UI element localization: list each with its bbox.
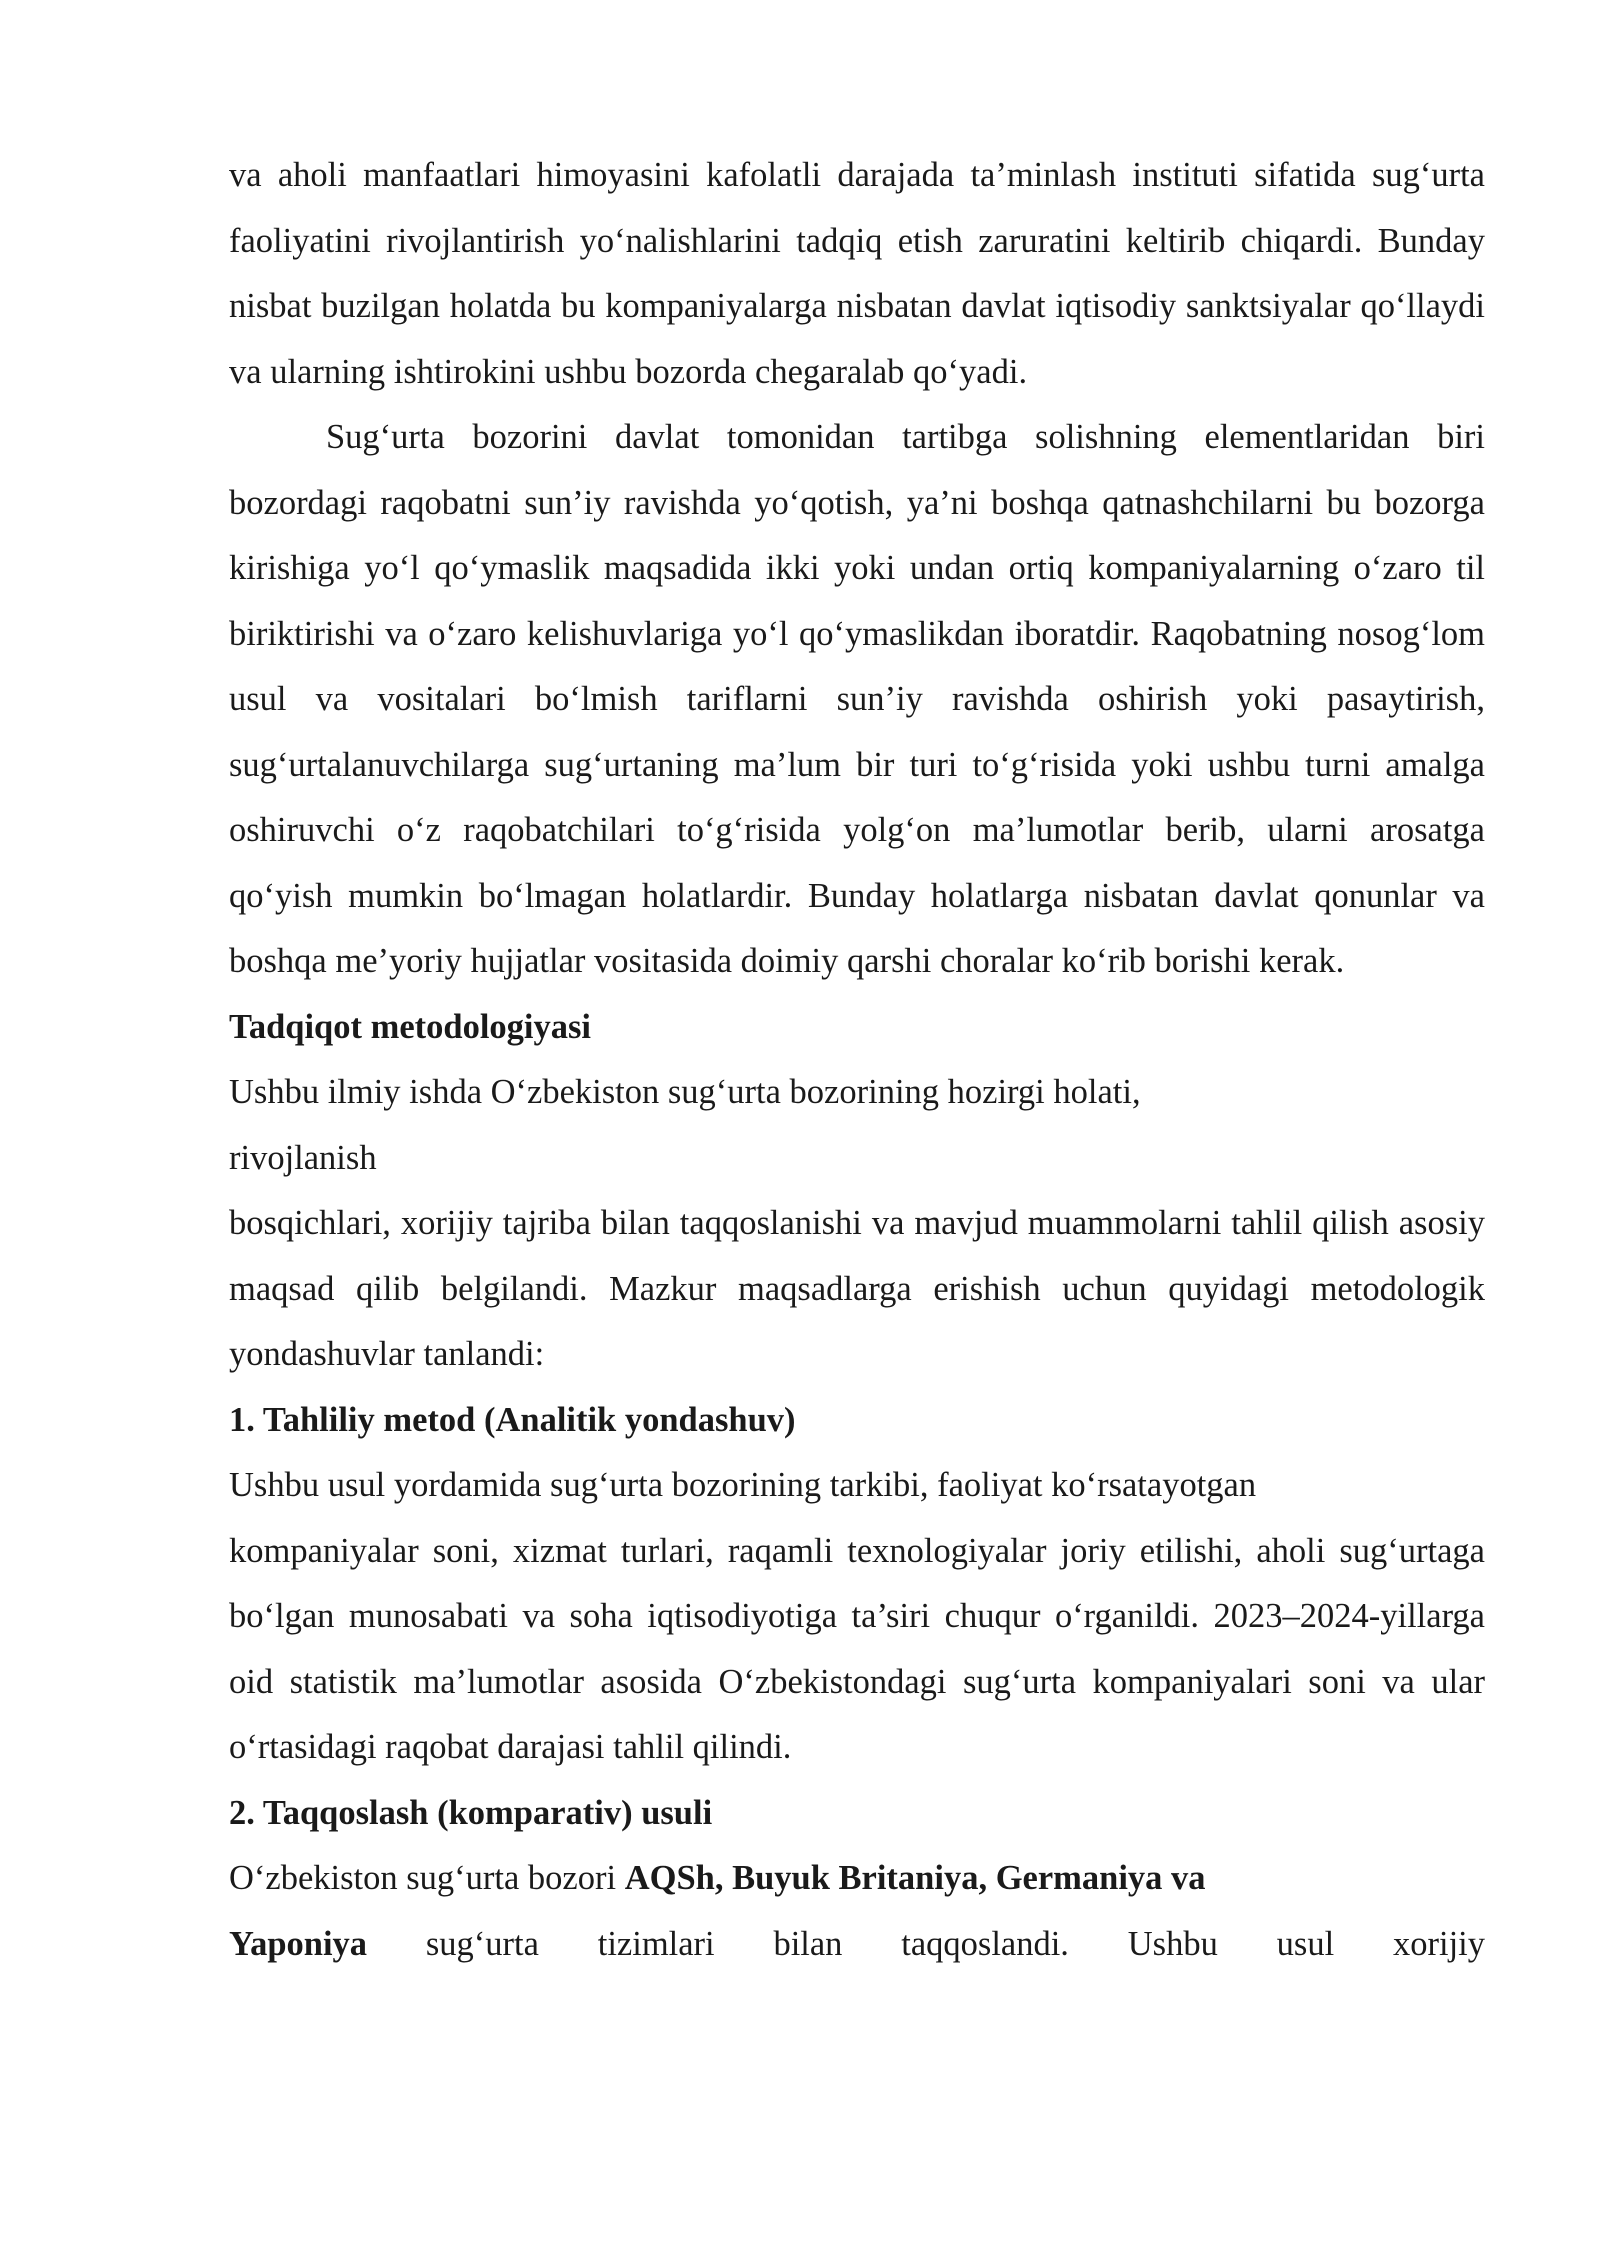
section-heading: Tadqiqot metodologiyasi <box>229 1007 592 1046</box>
text-run: O‘zbekiston sug‘urta bozori <box>229 1859 625 1897</box>
paragraph: va aholi manfaatlari himoyasini kafolatli darajada ta’minlash instituti sifatida sug‘urta faoliyatini rivojlantirish yo‘nalishlarini tadqiq etish zaruratini keltirib chiqardi. Bunday nisbat buzilgan holatda bu kompaniyalarga nisbatan davlat iqtisodiy sanktsiyalar qo‘llaydi va ularning ishtirokini ushbu bozorda chegaralab qo‘yadi. <box>229 156 1485 391</box>
bold-text-run: Yaponiya <box>229 1924 368 1963</box>
section-heading: 2. Taqqoslash (komparativ) usuli <box>229 1793 713 1832</box>
paragraph-line: Ushbu usul yordamida sug‘urta bozorining tarkibi, faoliyat ko‘rsatayotgan <box>229 1466 1257 1504</box>
paragraph-line: rivojlanish <box>229 1138 377 1177</box>
paragraph: kompaniyalar soni, xizmat turlari, raqamli texnologiyalar joriy etilishi, aholi sug‘urtaga bo‘lgan munosabati va soha iqtisodiyotiga ta’siri chuqur o‘rganildi. 2023–2024-yillarga oid statistik ma’lumotlar asosida O‘zbekistondagi sug‘urta kompaniyalari soni va ular o‘rtasidagi raqobat darajasi tahlil qilindi. <box>229 1531 1485 1766</box>
document-page <box>229 143 1485 1977</box>
paragraph-line: Ushbu ilmiy ishda O‘zbekiston sug‘urta bozorining hozirgi holati, <box>229 1073 1141 1111</box>
bold-text-run: AQSh, Buyuk Britaniya, Germaniya va <box>624 1859 1206 1897</box>
paragraph-line <box>229 1912 1485 1978</box>
paragraph-line <box>229 1846 1485 1912</box>
section-heading: 1. Tahliliy metod (Analitik yondashuv) <box>229 1400 796 1439</box>
text-run: sug‘urta tizimlari bilan taqqoslandi. Ushbu usul xorijiy <box>367 1924 1485 1963</box>
paragraph: bosqichlari, xorijiy tajriba bilan taqqoslanishi va mavjud muammolarni tahlil qilish asosiy maqsad qilib belgilandi. Mazkur maqsadlarga erishish uchun quyidagi metodologik yondashuvlar tanlandi: <box>229 1204 1485 1373</box>
paragraph: Sug‘urta bozorini davlat tomonidan tartibga solishning elementlaridan biri bozordagi raqobatni sun’iy ravishda yo‘qotish, ya’ni boshqa qatnashchilarni bu bozorga kirishiga yo‘l qo‘ymaslik maqsadida ikki yoki undan ortiq kompaniyalarning o‘zaro til biriktirishi va o‘zaro kelishuvlariga yo‘l qo‘ymaslikdan iboratdir. Raqobatning nosog‘lom usul va vositalari bo‘lmish tariflarni sun’iy ravishda oshirish yoki pasaytirish, sug‘urtalanuvchilarga sug‘urtaning ma’lum bir turi to‘g‘risida yoki ushbu turni amalga oshiruvchi o‘z raqobatchilari to‘g‘risida yolg‘on ma’lumotlar berib, ularni arosatga qo‘yish mumkin bo‘lmagan holatlardir. Bunday holatlarga nisbatan davlat qonunlar va boshqa me’yoriy hujjatlar vositasida doimiy qarshi choralar ko‘rib borishi kerak. <box>229 418 1485 980</box>
